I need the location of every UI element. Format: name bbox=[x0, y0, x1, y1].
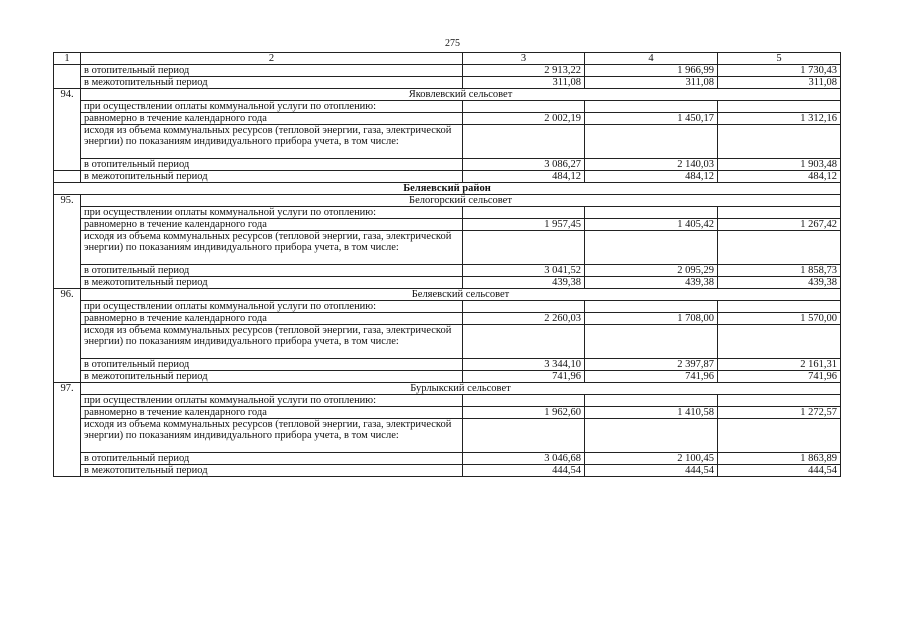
table-row bbox=[54, 77, 841, 89]
value-cell: 1 272,57 bbox=[718, 407, 841, 419]
row-label: в межотопительный период bbox=[81, 277, 463, 289]
table-row bbox=[54, 313, 841, 325]
table-row bbox=[54, 265, 841, 277]
table-row bbox=[54, 359, 841, 371]
value-cell: 2 100,45 bbox=[585, 453, 718, 465]
section-row bbox=[54, 383, 841, 395]
value-cell: 311,08 bbox=[463, 77, 585, 89]
row-label: при осуществлении оплаты коммунальной услуги по отоплению: bbox=[81, 101, 463, 113]
row-label: при осуществлении оплаты коммунальной услуги по отоплению: bbox=[81, 207, 463, 219]
table-row bbox=[54, 453, 841, 465]
settlement-name: Бурлыкский сельсовет bbox=[81, 383, 841, 395]
value-cell: 3 041,52 bbox=[463, 265, 585, 277]
table-row bbox=[54, 465, 841, 477]
value-cell: 444,54 bbox=[585, 465, 718, 477]
row-label: в межотопительный период bbox=[81, 465, 463, 477]
value-cell: 2 397,87 bbox=[585, 359, 718, 371]
value-cell: 444,54 bbox=[718, 465, 841, 477]
value-cell: 484,12 bbox=[585, 171, 718, 183]
value-cell: 484,12 bbox=[463, 171, 585, 183]
value-cell: 1 957,45 bbox=[463, 219, 585, 231]
section-row bbox=[54, 195, 841, 207]
value-cell: 1 903,48 bbox=[718, 159, 841, 171]
value-cell: 311,08 bbox=[585, 77, 718, 89]
value-cell: 1 312,16 bbox=[718, 113, 841, 125]
row-number: 97. bbox=[54, 383, 81, 477]
value-cell: 484,12 bbox=[718, 171, 841, 183]
value-cell: 1 405,42 bbox=[585, 219, 718, 231]
row-label: при осуществлении оплаты коммунальной услуги по отоплению: bbox=[81, 301, 463, 313]
table-row bbox=[54, 325, 841, 337]
value-cell: 2 260,03 bbox=[463, 313, 585, 325]
value-cell: 439,38 bbox=[585, 277, 718, 289]
value-cell: 2 095,29 bbox=[585, 265, 718, 277]
row-label: исходя из объема коммунальных ресурсов (тепловой энергии, газа, электрической энергии) по показаниям индивидуального прибора учета, в том числе: bbox=[81, 231, 463, 265]
value-cell: 2 002,19 bbox=[463, 113, 585, 125]
value-cell: 2 913,22 bbox=[463, 65, 585, 77]
column-header: 4 bbox=[585, 53, 718, 65]
row-label: исходя из объема коммунальных ресурсов (тепловой энергии, газа, электрической энергии) по показаниям индивидуального прибора учета, в том числе: bbox=[81, 419, 463, 453]
row-label: равномерно в течение календарного года bbox=[81, 219, 463, 231]
section-row bbox=[54, 289, 841, 301]
table-row bbox=[54, 407, 841, 419]
row-label: в межотопительный период bbox=[81, 171, 463, 183]
table-row bbox=[54, 125, 841, 137]
table-row bbox=[54, 113, 841, 125]
district-row bbox=[54, 183, 841, 195]
table-row bbox=[54, 231, 841, 243]
row-label: равномерно в течение календарного года bbox=[81, 113, 463, 125]
value-cell: 439,38 bbox=[463, 277, 585, 289]
row-label: равномерно в течение календарного года bbox=[81, 407, 463, 419]
value-cell: 1 730,43 bbox=[718, 65, 841, 77]
table-row bbox=[54, 419, 841, 431]
settlement-name: Яковлевский сельсовет bbox=[81, 89, 841, 101]
value-cell: 3 046,68 bbox=[463, 453, 585, 465]
column-header: 5 bbox=[718, 53, 841, 65]
row-number: 95. bbox=[54, 195, 81, 289]
settlement-name: Белогорский сельсовет bbox=[81, 195, 841, 207]
row-label: в отопительный период bbox=[81, 359, 463, 371]
district-name: Беляевский район bbox=[54, 183, 841, 195]
value-cell: 741,96 bbox=[463, 371, 585, 383]
row-label: в межотопительный период bbox=[81, 371, 463, 383]
row-label: в отопительный период bbox=[81, 265, 463, 277]
table-row bbox=[54, 65, 841, 77]
section-row bbox=[54, 89, 841, 101]
row-label: в отопительный период bbox=[81, 159, 463, 171]
value-cell: 1 570,00 bbox=[718, 313, 841, 325]
value-cell: 1 966,99 bbox=[585, 65, 718, 77]
row-number bbox=[54, 65, 81, 89]
value-cell: 1 962,60 bbox=[463, 407, 585, 419]
settlement-name: Беляевский сельсовет bbox=[81, 289, 841, 301]
value-cell: 444,54 bbox=[463, 465, 585, 477]
value-cell: 1 858,73 bbox=[718, 265, 841, 277]
table-row bbox=[54, 101, 841, 113]
value-cell: 311,08 bbox=[718, 77, 841, 89]
table-row bbox=[54, 395, 841, 407]
table-row bbox=[54, 301, 841, 313]
value-cell: 1 450,17 bbox=[585, 113, 718, 125]
page-number: 275 bbox=[445, 38, 460, 49]
column-header: 1 bbox=[54, 53, 81, 65]
column-header: 2 bbox=[81, 53, 463, 65]
value-cell: 3 086,27 bbox=[463, 159, 585, 171]
value-cell: 2 161,31 bbox=[718, 359, 841, 371]
column-header-row bbox=[54, 53, 841, 65]
column-header: 3 bbox=[463, 53, 585, 65]
value-cell: 439,38 bbox=[718, 277, 841, 289]
value-cell: 2 140,03 bbox=[585, 159, 718, 171]
row-label: в межотопительный период bbox=[81, 77, 463, 89]
row-label: исходя из объема коммунальных ресурсов (тепловой энергии, газа, электрической энергии) по показаниям индивидуального прибора учета, в том числе: bbox=[81, 125, 463, 159]
table-row bbox=[54, 371, 841, 383]
value-cell: 3 344,10 bbox=[463, 359, 585, 371]
row-number: 94. bbox=[54, 89, 81, 171]
row-label: равномерно в течение календарного года bbox=[81, 313, 463, 325]
tariff-table bbox=[53, 52, 841, 477]
value-cell: 1 863,89 bbox=[718, 453, 841, 465]
row-label: в отопительный период bbox=[81, 65, 463, 77]
table-row bbox=[54, 159, 841, 171]
row-number: 96. bbox=[54, 289, 81, 383]
value-cell: 1 708,00 bbox=[585, 313, 718, 325]
table-row bbox=[54, 207, 841, 219]
table-row bbox=[54, 219, 841, 231]
row-label: исходя из объема коммунальных ресурсов (тепловой энергии, газа, электрической энергии) по показаниям индивидуального прибора учета, в том числе: bbox=[81, 325, 463, 359]
value-cell: 1 410,58 bbox=[585, 407, 718, 419]
table-row bbox=[54, 171, 841, 183]
row-label: при осуществлении оплаты коммунальной услуги по отоплению: bbox=[81, 395, 463, 407]
value-cell: 1 267,42 bbox=[718, 219, 841, 231]
value-cell: 741,96 bbox=[718, 371, 841, 383]
value-cell: 741,96 bbox=[585, 371, 718, 383]
row-label: в отопительный период bbox=[81, 453, 463, 465]
table-row bbox=[54, 277, 841, 289]
